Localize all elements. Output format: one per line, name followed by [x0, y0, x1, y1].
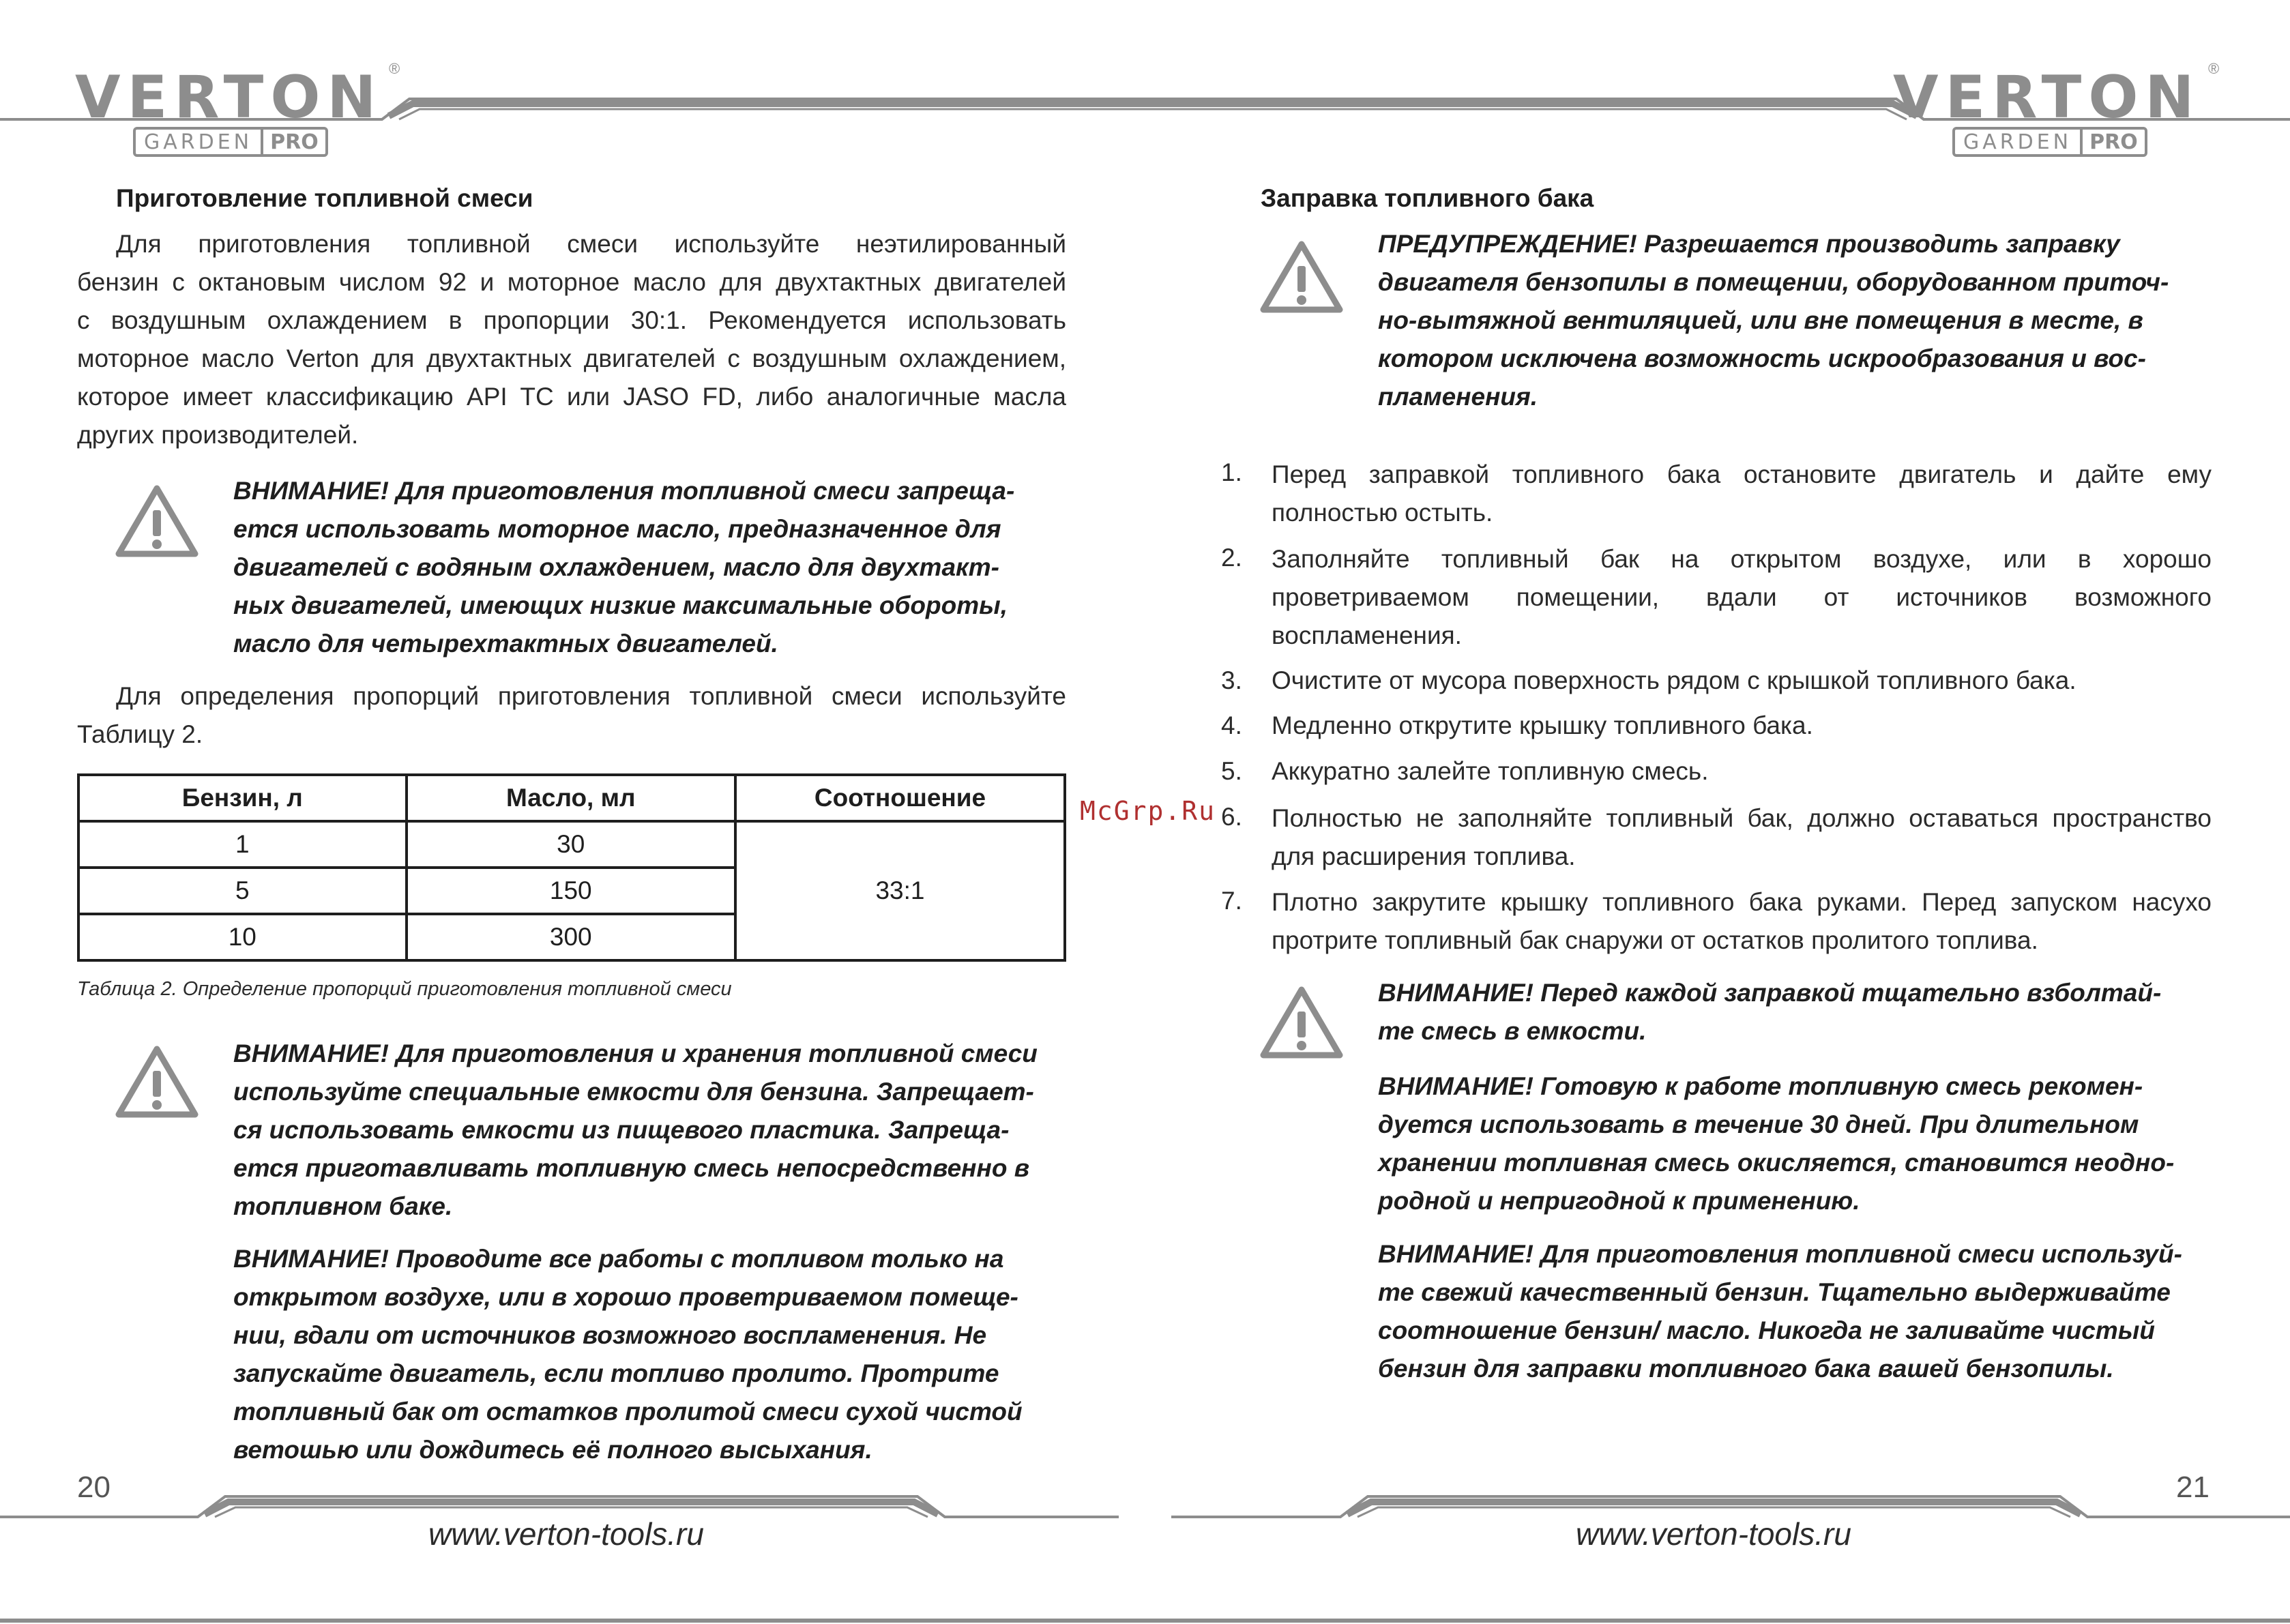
text-line: котором исключена возможность искрообразования и вос-: [1378, 344, 2147, 372]
page-number-left: 20: [77, 1471, 111, 1504]
step-item: [1272, 540, 2212, 655]
website-link-right[interactable]: www.verton-tools.ru: [1576, 1516, 1851, 1552]
pro-label: PRO: [261, 130, 325, 154]
text-line: бензин для заправки топливного бака вашей бензопилы.: [1378, 1355, 2114, 1383]
garden-pro-badge-left: [133, 127, 328, 157]
text-line: с воздушным охлаждением в пропорции 30:1. Рекомендуется использовать: [77, 306, 1066, 334]
left-table-intro: [77, 677, 1066, 754]
left-heading: Приготовление топливной смеси: [116, 184, 533, 212]
step-number: 5.: [1221, 757, 1242, 785]
text-line: Таблицу 2.: [77, 720, 203, 748]
page-number-right: 21: [2176, 1471, 2210, 1504]
table-caption: Таблица 2. Определение пропорций приготовления топливной смеси: [77, 978, 732, 1000]
text-line: ВНИМАНИЕ! Проводите все работы с топливом только на: [233, 1245, 1004, 1273]
text-line: Для приготовления топливной смеси используйте неэтилированный: [116, 230, 1066, 258]
warning-triangle-icon: [113, 483, 201, 559]
text-line: соотношение бензин/ масло. Никогда не заливайте чистый: [1378, 1316, 2155, 1344]
text-line: ВНИМАНИЕ! Перед каждой заправкой тщательно взболтай-: [1378, 979, 2162, 1007]
text-line: используйте специальные емкости для бензина. Запрещает-: [233, 1078, 1034, 1106]
text-line: проветриваемом помещении, вдали от источников возможного: [1272, 583, 2212, 611]
text-line: двигателей с водяным охлаждением, масло для двухтакт-: [233, 553, 999, 581]
brand-logo-left: VERTON: [75, 63, 383, 132]
left-warning-oil-type: [233, 472, 1014, 663]
right-warning-fresh-fuel: [1378, 1235, 2182, 1388]
pro-label: PRO: [2080, 130, 2145, 154]
website-link-left[interactable]: www.verton-tools.ru: [428, 1516, 704, 1552]
text-line: ВНИМАНИЕ! Готовую к работе топливную смесь рекомен-: [1378, 1072, 2143, 1100]
text-line: открытом воздухе, или в хорошо проветриваемом помеще-: [233, 1283, 1018, 1311]
text-line: двигателя бензопилы в помещении, оборудованном приточ-: [1378, 268, 2169, 296]
text-line: ется приготавливать топливную смесь непосредственно в: [233, 1154, 1030, 1182]
text-line: нии, вдали от источников возможного воспламенения. Не: [233, 1321, 987, 1349]
text-line: полностью остыть.: [1272, 499, 1493, 527]
left-warning-ventilation: [233, 1240, 1023, 1469]
registered-mark-left: ®: [389, 60, 400, 77]
text-line: дуется использовать в течение 30 дней. При длительном: [1378, 1110, 2139, 1138]
text-line: ся использовать емкости из пищевого пластика. Запреща-: [233, 1116, 1010, 1144]
watermark: McGrp.Ru: [1080, 796, 1216, 826]
garden-label: GARDEN: [1963, 130, 2072, 154]
text-line: запускайте двигатель, если топливо пролито. Протрите: [233, 1359, 999, 1387]
step-number: 6.: [1221, 803, 1242, 831]
right-warning-refuel-location: [1378, 225, 2169, 416]
table-cell: 1: [78, 821, 407, 868]
column-header: Масло, мл: [407, 775, 735, 821]
step-item: [1272, 662, 2212, 700]
left-warning-containers: [233, 1035, 1038, 1226]
step-number: 1.: [1221, 458, 1242, 486]
step-number: 7.: [1221, 887, 1242, 915]
text-line: ВНИМАНИЕ! Для приготовления топливной смеси запреща-: [233, 477, 1015, 505]
step-item: [1272, 883, 2212, 960]
step-number: 2.: [1221, 544, 1242, 572]
garden-label: GARDEN: [144, 130, 253, 154]
right-warning-shelf-life: [1378, 1067, 2174, 1220]
table-cell: 30: [407, 821, 735, 868]
text-line: ВНИМАНИЕ! Для приготовления и хранения топливной смеси: [233, 1039, 1038, 1067]
step-item: [1272, 752, 2212, 791]
text-line: те свежий качественный бензин. Тщательно выдерживайте: [1378, 1278, 2171, 1306]
footer-decoration: [0, 1466, 2290, 1624]
warning-triangle-icon: [1258, 984, 1345, 1061]
text-line: Полностью не заполняйте топливный бак, должно оставаться пространство: [1272, 804, 2212, 832]
warning-triangle-icon: [113, 1044, 201, 1120]
column-header: Бензин, л: [78, 775, 407, 821]
ratio-cell: 33:1: [735, 821, 1065, 960]
text-line: те смесь в емкости.: [1378, 1017, 1647, 1045]
column-header: Соотношение: [735, 775, 1065, 821]
text-line: пламенения.: [1378, 383, 1538, 411]
text-line: Медленно открутите крышку топливного бака.: [1272, 711, 1813, 739]
text-line: масло для четырехтактных двигателей.: [233, 630, 778, 658]
text-line: Для определения пропорций приготовления топливной смеси используйте: [116, 682, 1066, 710]
text-line: хранении топливная смесь окисляется, становится неодно-: [1378, 1149, 2175, 1177]
table-row: [78, 821, 1065, 868]
text-line: ных двигателей, имеющих низкие максимальные обороты,: [233, 591, 1008, 619]
text-line: Перед заправкой топливного бака остановите двигатель и дайте ему: [1272, 460, 2212, 488]
text-line: других производителей.: [77, 421, 359, 449]
text-line: Заполняйте топливный бак на открытом воздухе, или в хорошо: [1272, 545, 2212, 573]
text-line: топливный бак от остатков пролитой смеси сухой чистой: [233, 1398, 1023, 1426]
table-header-row: [78, 775, 1065, 821]
table-cell: 5: [78, 868, 407, 914]
text-line: топливном баке.: [233, 1192, 453, 1220]
step-number: 4.: [1221, 711, 1242, 739]
text-line: моторное масло Verton для двухтактных двигателей с воздушным охлаждением,: [77, 344, 1066, 372]
right-heading: Заправка топливного бака: [1261, 184, 1594, 212]
fuel-mix-table: [77, 773, 1066, 962]
step-item: [1272, 456, 2212, 532]
text-line: но-вытяжной вентиляцией, или вне помещения в месте, в: [1378, 306, 2143, 334]
text-line: ветошью или дождитесь её полного высыхания.: [233, 1436, 872, 1464]
table-cell: 300: [407, 914, 735, 960]
warning-triangle-icon: [1258, 239, 1345, 315]
step-number: 3.: [1221, 666, 1242, 694]
text-line: родной и непригодной к применению.: [1378, 1187, 1860, 1215]
garden-pro-badge-right: [1952, 127, 2147, 157]
step-item: [1272, 707, 2212, 745]
table-cell: 10: [78, 914, 407, 960]
text-line: Аккуратно залейте топливную смесь.: [1272, 757, 1709, 785]
text-line: воспламенения.: [1272, 621, 1462, 649]
text-line: ВНИМАНИЕ! Для приготовления топливной смеси используй-: [1378, 1240, 2182, 1268]
step-item: [1272, 799, 2212, 876]
text-line: ется использовать моторное масло, предназначенное для: [233, 515, 1001, 543]
text-line: протрите топливный бак снаружи от остатков пролитого топлива.: [1272, 926, 2038, 954]
table-cell: 150: [407, 868, 735, 914]
text-line: Плотно закрутите крышку топливного бака руками. Перед запуском насухо: [1272, 888, 2212, 916]
brand-logo-right: VERTON: [1893, 63, 2201, 132]
left-intro-paragraph: [77, 225, 1066, 454]
text-line: бензин с октановым числом 92 и моторное масло для двухтактных двигателей: [77, 268, 1066, 296]
right-warning-shake: [1378, 974, 2161, 1050]
text-line: которое имеет классификацию API TC или JASO FD, либо аналогичные масла: [77, 383, 1066, 411]
text-line: Очистите от мусора поверхность рядом с крышкой топливного бака.: [1272, 666, 2076, 694]
text-line: для расширения топлива.: [1272, 842, 1576, 870]
text-line: ПРЕДУПРЕЖДЕНИЕ! Разрешается производить заправку: [1378, 230, 2120, 258]
registered-mark-right: ®: [2208, 60, 2220, 77]
